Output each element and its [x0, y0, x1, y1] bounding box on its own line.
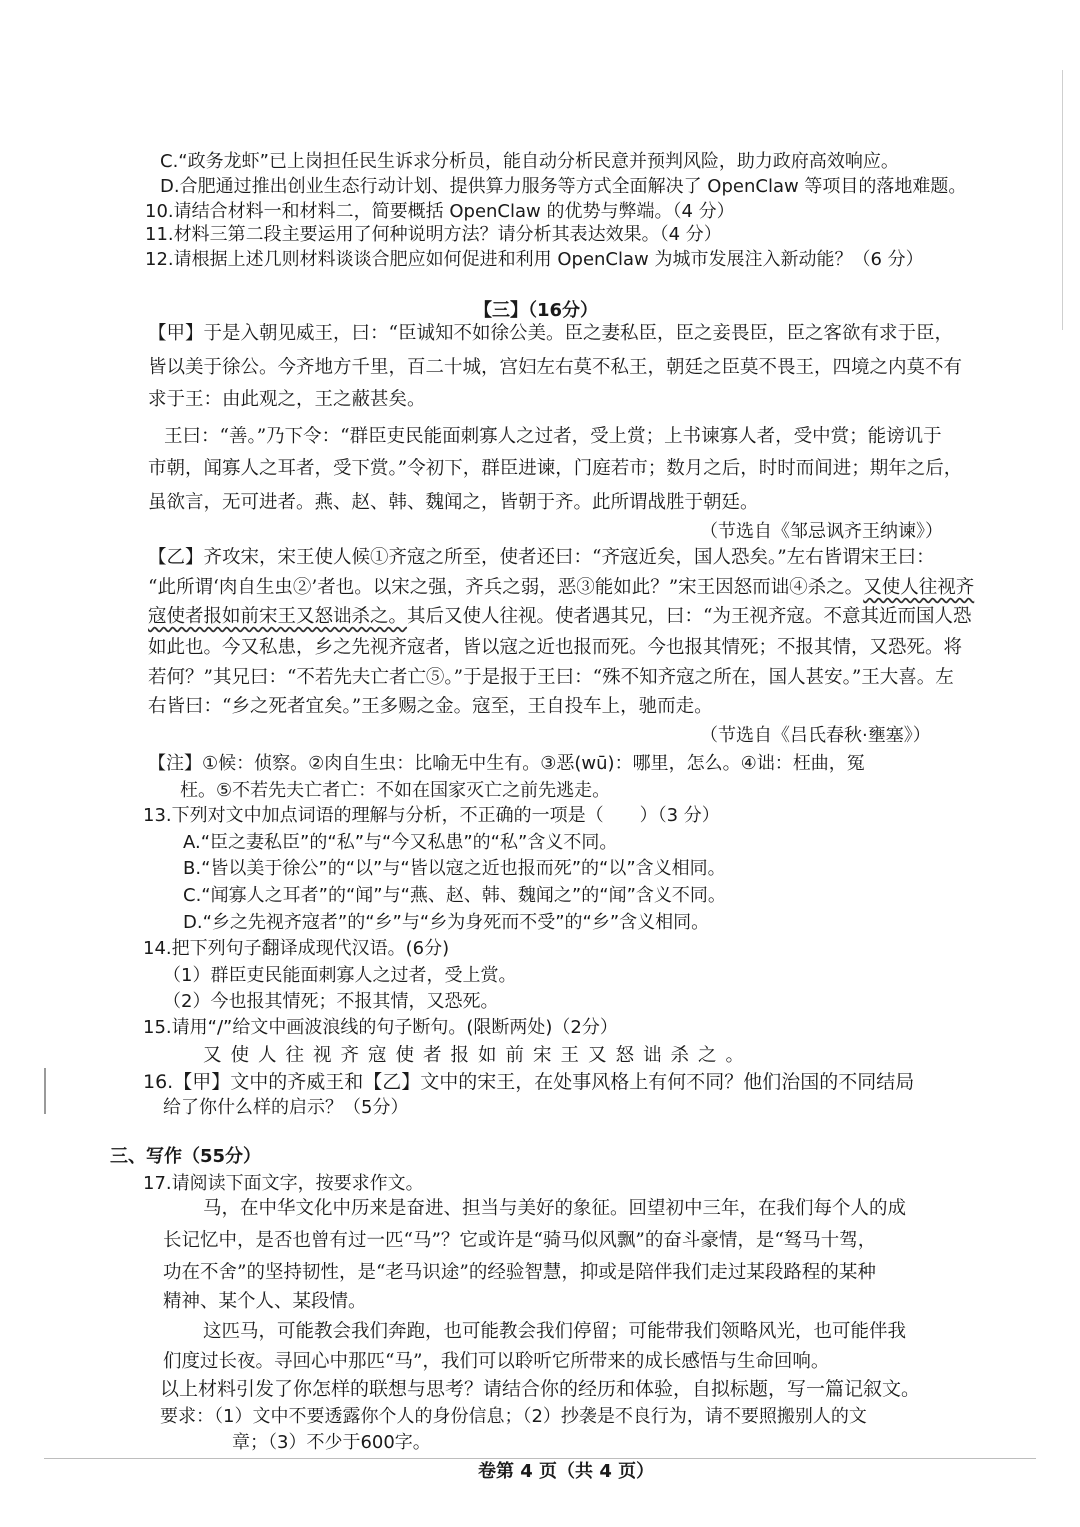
passage-jia-line-2: 皆以美于徐公。今齐地方千里，百二十城，宫妇左右莫不私王，朝廷之臣莫不畏王，四境之内莫不有 — [148, 357, 963, 378]
passage-jia-line-3: 求于王：由此观之，王之蔽甚矣。 — [148, 389, 426, 410]
passage-yi-line-2 — [148, 576, 974, 600]
question-13-option-c: C.“闻寡人之耳者”的“闻”与“燕、赵、韩、魏闻之”的“闻”含义不同。 — [183, 885, 726, 906]
passage-yi-line-6: 右皆曰：“乡之死者宜矣。”王多赐之金。寇至，王自投车上，驰而走。 — [148, 696, 713, 717]
writing-material-p2-line-1: 这匹马，可能教会我们奔跑，也可能教会我们停留；可能带我们领略风光，也可能伴我 — [203, 1321, 907, 1342]
writing-material-p1-line-1: 马，在中华文化中历来是奋进、担当与美好的象征。回望初中三年，在我们每个人的成 — [203, 1198, 907, 1219]
section-heading-3: 【三】（16分） — [474, 300, 599, 321]
passage-yi-line-2-text: “此所谓‘肉自生虫②’者也。以宋之强，齐兵之弱，恶③能如此？”宋王因怒而诎④杀之。 — [148, 577, 864, 598]
wavy-underlined-sentence-part-2: 寇使者报如前宋王又怒诎杀之。 — [148, 606, 408, 627]
question-12: 12.请根据上述几则材料谈谈合肥应如何促进和利用 OpenClaw 为城市发展注入新动能？（6 分） — [145, 249, 924, 270]
writing-material-p2-line-2: 们度过长夜。寻回心中那匹“马”，我们可以聆听它所带来的成长感悟与生命回响。 — [163, 1351, 830, 1372]
wavy-underlined-sentence-part-1: 又使人往视齐 — [863, 577, 975, 598]
writing-requirements-line-1: 要求：（1）文中不要透露你个人的身份信息；（2）抄袭是不良行为，请不要照搬别人的文 — [160, 1406, 867, 1427]
option-c: C.“政务龙虾”已上岗担任民生诉求分析员，能自动分析民意并预判风险，助力政府高效响应。 — [160, 151, 899, 172]
passage-jia-line-6: 虽欲言，无可进者。燕、赵、韩、魏闻之，皆朝于齐。此所谓战胜于朝廷。 — [148, 492, 759, 513]
question-14-item-2: （2）今也报其情死；不报其情，又恐死。 — [163, 991, 499, 1012]
passage-yi-line-3-text: 其后又使人往视。使者遇其兄，曰：“为王视齐寇。不意其近而国人恐 — [407, 606, 972, 627]
option-d: D.合肥通过推出创业生态行动计划、提供算力服务等方式全面解决了 OpenClaw 等项目的落地难题。 — [160, 176, 967, 197]
scan-edge-mark — [1062, 70, 1063, 330]
question-17: 17.请阅读下面文字，按要求作文。 — [143, 1173, 424, 1194]
question-13-option-d: D.“乡之先视齐寇者”的“乡”与“乡为身死而不受”的“乡”含义相同。 — [183, 912, 710, 933]
question-15: 15.请用“/”给文中画波浪线的句子断句。(限断两处)（2分） — [143, 1017, 618, 1038]
question-13: 13.下列对文中加点词语的理解与分析，不正确的一项是（ ）（3 分） — [143, 805, 720, 826]
section-heading-writing: 三、写作（55分） — [110, 1146, 262, 1167]
annotation-line-1: 【注】①候：侦察。②肉自生虫：比喻无中生有。③恶(wū)：哪里，怎么。④诎：枉曲，冤 — [148, 753, 865, 774]
writing-material-p1-line-4: 精神、某个人、某段情。 — [163, 1291, 367, 1312]
question-16-line-2: 给了你什么样的启示？（5分） — [163, 1097, 409, 1118]
passage-jia-line-4: 王曰：“善。”乃下令：“群臣吏民能面刺寡人之过者，受上赏；上书谏寡人者，受中赏；能谤讥于 — [164, 426, 942, 447]
passage-yi-line-5: 若何？”其兄曰：“不若先夫亡者亡⑤。”于是报于王曰：“殊不知齐寇之所在，国人甚安。”王大喜。左 — [148, 667, 954, 688]
passage-yi-line-1: 【乙】齐攻宋，宋王使人候①齐寇之所至，使者还曰：“齐寇近矣，国人恐矣。”左右皆谓宋王曰： — [148, 547, 935, 568]
writing-requirements-line-2: 章；（3）不少于600字。 — [232, 1432, 431, 1453]
page-footer: 卷第 4 页（共 4 页） — [478, 1461, 655, 1482]
question-13-option-b: B.“皆以美于徐公”的“以”与“皆以寇之近也报而死”的“以”含义相同。 — [183, 858, 726, 879]
writing-material-p1-line-2: 长记忆中，是否也曾有过一匹“马”？它或许是“骑马似风飘”的奋斗豪情，是“驽马十驾， — [163, 1230, 877, 1251]
scan-bottom-line — [44, 1458, 1036, 1459]
question-14: 14.把下列句子翻译成现代汉语。(6分) — [143, 938, 450, 959]
scan-margin-mark — [44, 1068, 46, 1114]
question-14-item-1: （1）群臣吏民能面刺寡人之过者，受上赏。 — [163, 965, 517, 986]
question-16-line-1: 16.【甲】文中的齐威王和【乙】文中的宋王，在处事风格上有何不同？他们治国的不同结局 — [143, 1071, 915, 1093]
annotation-line-2: 枉。⑤不若先夫亡者亡：不如在国家灭亡之前先逃走。 — [180, 780, 611, 801]
passage-jia-line-5: 市朝，闻寡人之耳者，受下赏。”令初下，群臣进谏，门庭若市；数月之后，时时而间进；期年之后， — [148, 458, 963, 479]
passage-yi-source: （节选自《吕氏春秋·壅塞》） — [700, 725, 931, 746]
question-13-option-a: A.“臣之妻私臣”的“私”与“今又私患”的“私”含义不同。 — [183, 832, 618, 853]
passage-yi-line-4: 如此也。今又私患，乡之先视齐寇者，皆以寇之近也报而死。今也报其情死；不报其情，又恐死。将 — [148, 637, 963, 658]
passage-jia-source: （节选自《邹忌讽齐王纳谏》） — [700, 521, 943, 542]
writing-material-p1-line-3: 功在不舍”的坚持韧性，是“老马识途”的经验智慧，抑或是陪伴我们走过某段路程的某种 — [163, 1262, 876, 1283]
passage-yi-line-3 — [148, 605, 971, 629]
question-15-sentence: 又使人往视齐寇使者报如前宋王又怒诎杀之。 — [203, 1045, 754, 1066]
writing-prompt: 以上材料引发了你怎样的联想与思考？请结合你的经历和体验，自拟标题，写一篇记叙文。 — [160, 1378, 921, 1400]
question-11: 11.材料三第二段主要运用了何种说明方法？请分析其表达效果。（4 分） — [145, 224, 722, 245]
passage-jia-line-1: 【甲】于是入朝见威王，曰：“臣诚知不如徐公美。臣之妻私臣，臣之妾畏臣，臣之客欲有求于臣， — [148, 323, 953, 344]
question-10: 10.请结合材料一和材料二，简要概括 OpenClaw 的优势与弊端。（4 分） — [145, 201, 735, 222]
